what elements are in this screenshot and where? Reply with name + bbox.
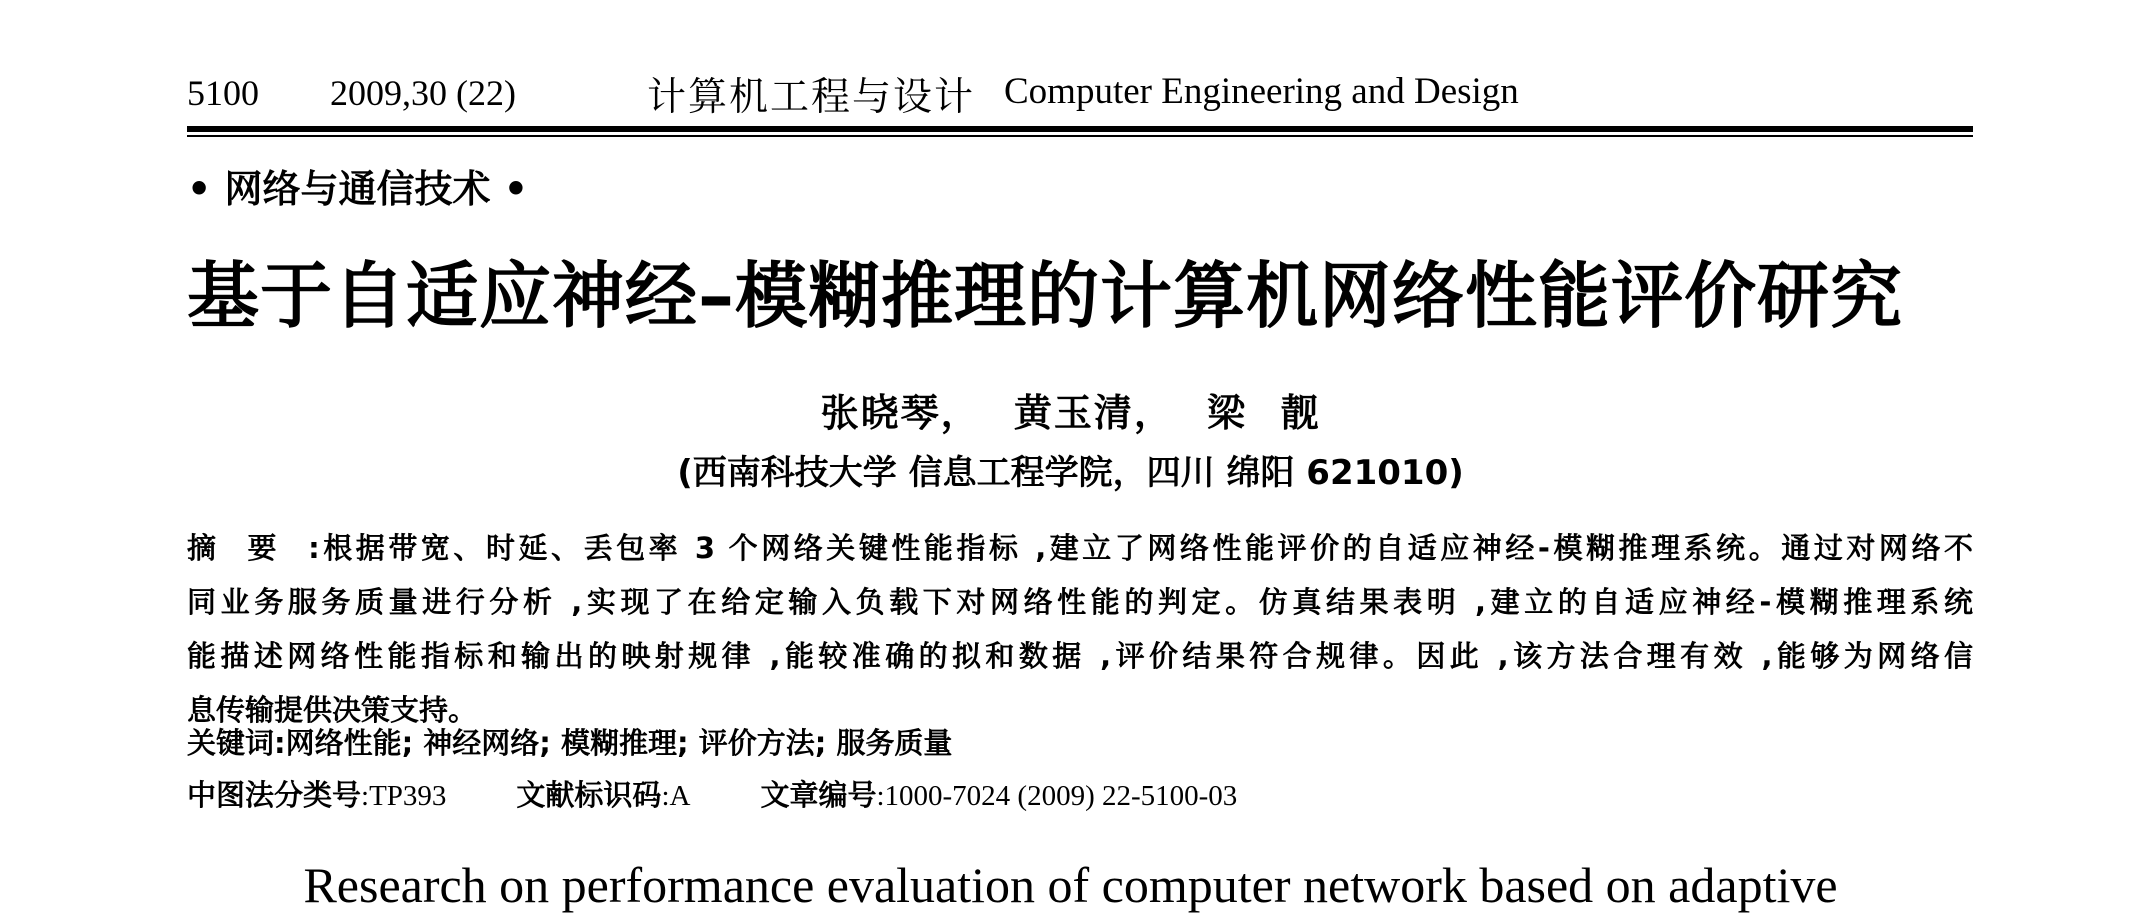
author-list: 张晓琴， 黄玉清， 梁 靓 xyxy=(820,391,1321,435)
abstract-line: 息传输提供决策支持。 xyxy=(187,693,478,727)
abstract-line: 能描述网络性能指标和输出的映射规律 ,能较准确的拟和数据 ,评价结果符合规律。因此 ,该方法合理有效 ,能够为网络信 xyxy=(187,639,1973,673)
issue-info: 2009,30 (22) xyxy=(330,73,516,113)
running-header xyxy=(187,60,1987,120)
abstract-line: 同业务服务质量进行分析 ,实现了在给定输入负载下对网络性能的判定。仿真结果表明 ,建立的自适应神经-模糊推理系统 xyxy=(187,585,1973,619)
header-rule-thick xyxy=(187,126,1973,132)
keywords-label: 关键词 xyxy=(187,726,275,760)
clc-value: :TP393 xyxy=(361,780,447,812)
author-affiliation: (西南科技大学 信息工程学院，四川 绵阳 621010) xyxy=(677,453,1464,493)
doc-code-value: :A xyxy=(661,780,691,812)
keywords xyxy=(187,721,1973,762)
section-heading: • 网络与通信技术 • xyxy=(187,167,529,211)
abstract-text: :根据带宽、时延、丢包率 3 个网络关键性能指标 ,建立了网络性能评价的自适应神经-模糊推理系统。通过对网络不 xyxy=(308,531,1973,565)
abstract-line xyxy=(187,521,1973,575)
journal-name-cn: 计算机工程与设计 xyxy=(647,75,976,120)
page-number: 5100 xyxy=(187,73,259,113)
article-number-value: :1000-7024 (2009) 22-5100-03 xyxy=(876,780,1238,812)
paper-title: 基于自适应神经–模糊推理的计算机网络性能评价研究 xyxy=(187,254,1904,338)
article-number-label: 文章编号 xyxy=(760,778,877,812)
header-rule-thin xyxy=(187,135,1973,137)
abstract xyxy=(187,521,1973,737)
doc-code-label: 文献标识码 xyxy=(516,778,662,812)
keywords-text: :网络性能; 神经网络; 模糊推理; 评价方法; 服务质量 xyxy=(274,726,953,760)
clc-label: 中图法分类号 xyxy=(187,778,362,812)
abstract-label: 摘要 xyxy=(187,531,309,565)
english-title: Research on performance evaluation of computer network based on adaptive xyxy=(303,857,1838,913)
journal-name-en: Computer Engineering and Design xyxy=(1004,71,1519,112)
classification-line xyxy=(187,773,1973,814)
